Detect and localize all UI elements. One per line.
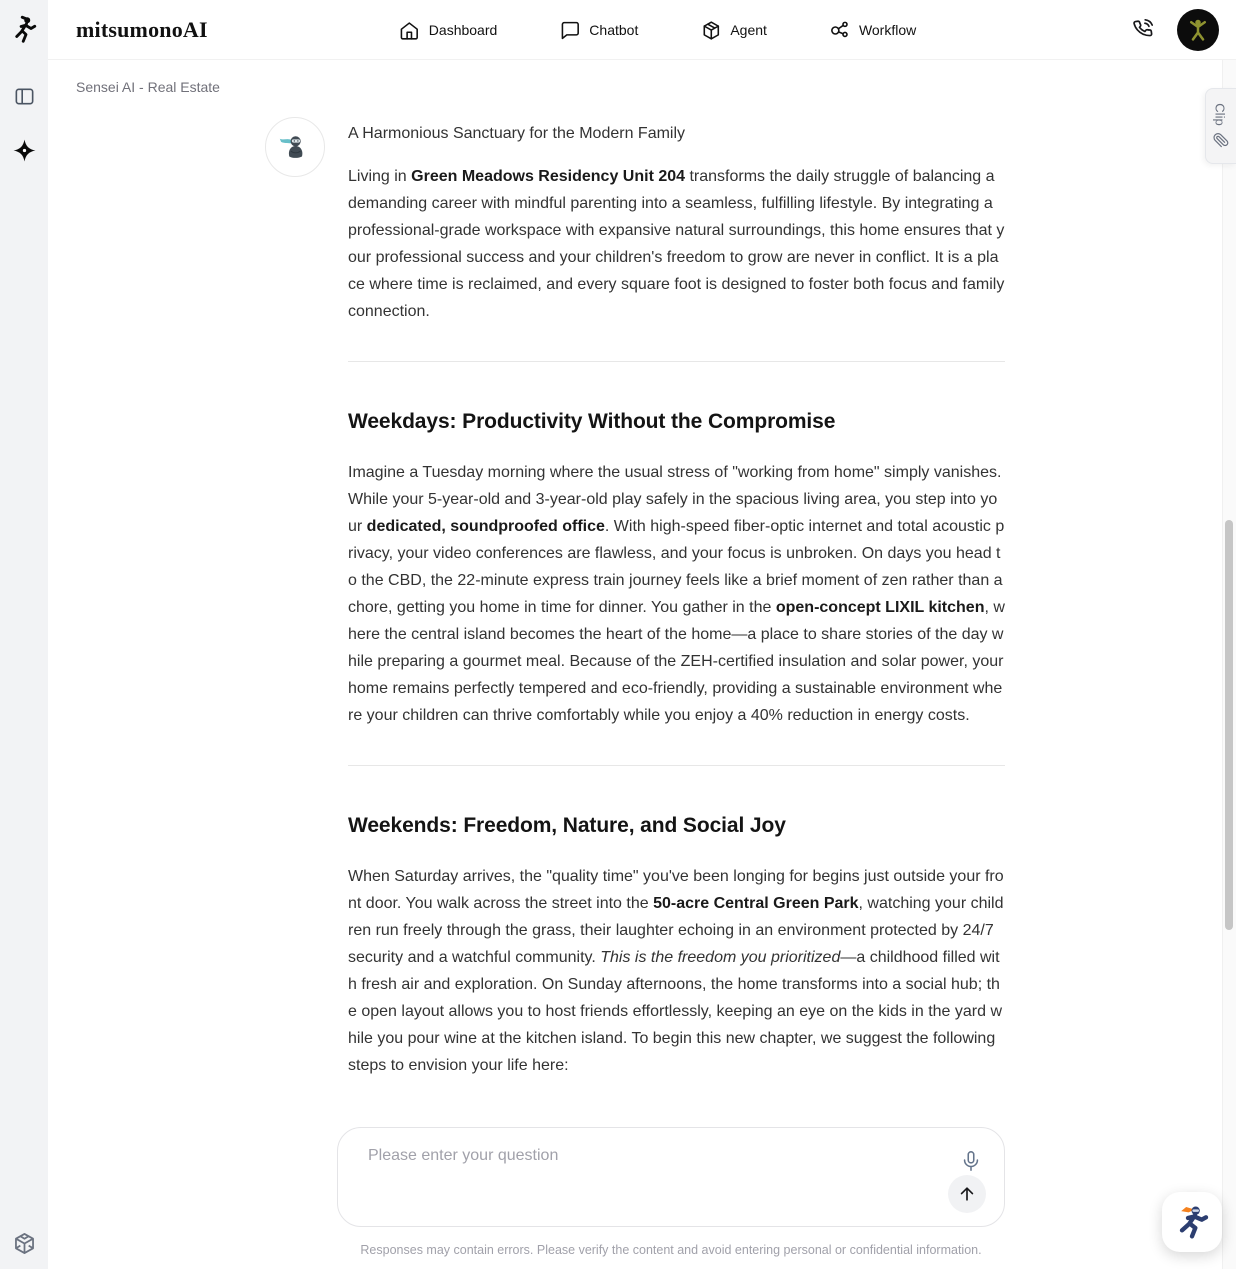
send-button[interactable] — [948, 1175, 986, 1213]
paperclip-icon — [1213, 133, 1229, 149]
question-input-box — [337, 1127, 1005, 1227]
nav-chatbot[interactable] — [559, 20, 638, 41]
assistant-avatar — [265, 117, 325, 177]
scrollbar-track — [1222, 60, 1236, 1269]
section-heading: Weekends: Freedom, Nature, and Social Joy — [348, 814, 786, 837]
question-input[interactable] — [366, 1145, 926, 1205]
section-divider — [348, 361, 1005, 362]
nav-dashboard-label: Dashboard — [428, 22, 498, 38]
brand-title: mitsumonoAI — [76, 17, 208, 42]
message-paragraph: Imagine a Tuesday morning where the usual stress of "working from home" simply vanishes. While your 5-year-old and 3-year-old play safely in the spacious living area, you step into your dedicated, soundproofed office. With high-speed fiber-optic internet and total acoustic privacy, your video conferences are flawless, and your focus is unbroken. On days you head to the CBD, the 22-minute express train journey feels like a brief moment of zen rather than a chore, getting you home in time for dinner. You gather in the open-concept LIXIL kitchen, where the central island becomes the heart of the home—a place to share stories of the day while preparing a gourmet meal. Because of the ZEH-certified insulation and solar power, your home remains perfectly tempered and eco-friendly, providing a sustainable environment where your children can thrive comfortably while you enjoy a 40% reduction in energy costs. — [348, 464, 1005, 724]
clip-tab-label: Clip — [1213, 103, 1229, 126]
left-rail — [0, 0, 48, 1269]
message-paragraph: When Saturday arrives, the "quality time" you've been longing for begins just outside your front door. You walk across the street into the 50-acre Central Green Park, watching your children run freely through the grass, their laughter echoing in an environment protected by 24/7 security and a watchful community. This is the freedom you prioritized—a childhood filled with fresh air and exploration. On Sunday afternoons, the home transforms into a social hub; the open layout allows you to host friends effortlessly, keeping an eye on the kids in the yard while you pour wine at the kitchen island. To begin this new chapter, we suggest the following steps to envision your life here: — [348, 868, 1004, 1074]
mic-icon[interactable] — [960, 1150, 982, 1177]
message-paragraph: Living in Green Meadows Residency Unit 204 transforms the daily struggle of balancing a demanding career with mindful parenting into a seamless, fulfilling lifestyle. By integrating a professional-grade workspace with expansive natural surroundings, this home ensures that your professional success and your children's freedom to grow are never in conflict. It is a place where time is reclaimed, and every square foot is designed to foster both focus and family connection. — [348, 168, 1005, 320]
jumping-ninja-avatar-glyph — [1183, 15, 1213, 45]
home-icon — [399, 20, 420, 41]
section-divider — [348, 765, 1005, 766]
scrollbar-thumb[interactable] — [1225, 520, 1233, 930]
nav-agent-label: Agent — [730, 22, 767, 38]
sparkle-icon[interactable] — [10, 136, 38, 164]
panel-toggle-icon[interactable] — [10, 82, 38, 110]
sitting-ninja-avatar-glyph — [276, 128, 314, 166]
phone-call-icon[interactable] — [1131, 18, 1155, 42]
cube-icon[interactable] — [10, 1229, 38, 1257]
package-box-icon — [700, 20, 721, 41]
section-heading: Weekdays: Productivity Without the Compromise — [348, 410, 836, 433]
disclaimer-text: Responses may contain errors. Please verify the content and avoid entering personal or confidential information. — [360, 1243, 982, 1257]
ninja-logo-icon[interactable] — [0, 0, 48, 60]
assistant-message — [348, 120, 1005, 1095]
assistant-fab[interactable] — [1162, 1192, 1222, 1252]
chat-bubble-icon — [559, 20, 580, 41]
user-avatar[interactable] — [1177, 9, 1219, 51]
nav-dashboard[interactable] — [399, 20, 498, 41]
clip-tab[interactable] — [1205, 88, 1236, 164]
share-nodes-icon — [829, 20, 850, 41]
nav-workflow-label: Workflow — [858, 22, 917, 38]
nav-chatbot-label: Chatbot — [589, 22, 639, 38]
nav-workflow[interactable] — [829, 20, 916, 41]
arrow-up-icon — [957, 1184, 977, 1204]
ninja-mascot-icon — [1172, 1202, 1212, 1242]
main-nav — [399, 0, 916, 60]
breadcrumb: Sensei AI - Real Estate — [76, 79, 220, 95]
header-right — [1131, 0, 1219, 60]
chat-area — [48, 60, 1222, 1269]
top-header — [48, 0, 1236, 60]
message-paragraph: A Harmonious Sanctuary for the Modern Family — [348, 125, 686, 142]
nav-agent[interactable] — [700, 20, 767, 41]
ninja-logo-glyph — [9, 15, 39, 45]
